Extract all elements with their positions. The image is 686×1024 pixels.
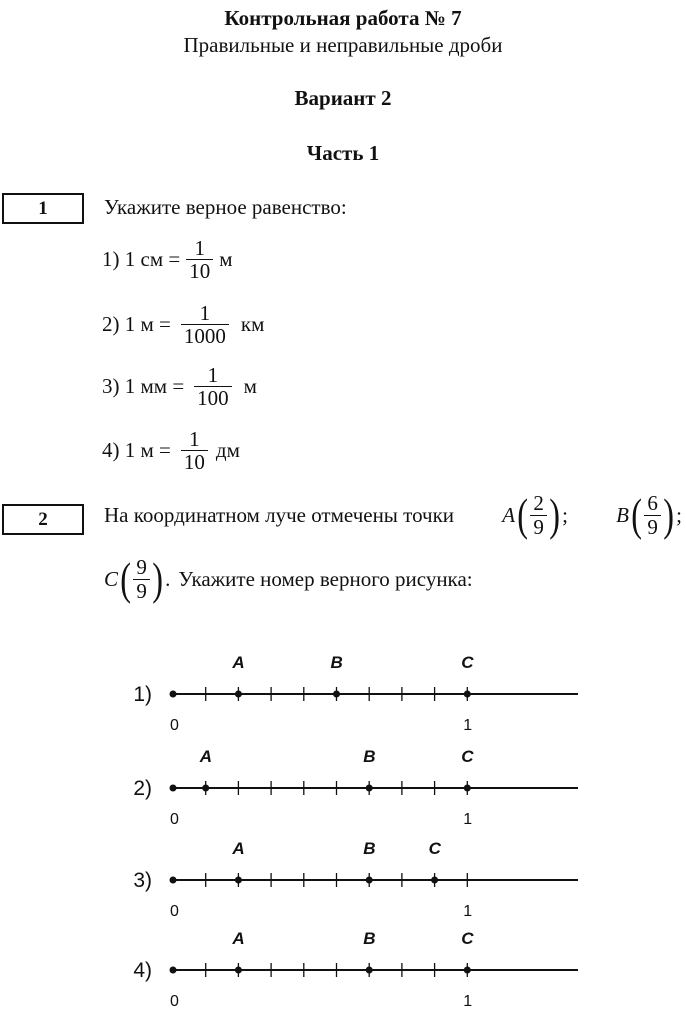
numerator: 2 <box>533 491 544 516</box>
numerator: 6 <box>647 491 658 516</box>
denominator: 9 <box>644 515 661 538</box>
origin-point <box>170 785 177 792</box>
origin-point <box>170 691 177 698</box>
zero-label: 0 <box>170 993 179 1010</box>
point-c-marker <box>464 691 471 698</box>
point-a-marker <box>235 967 242 974</box>
point-c-marker <box>464 967 471 974</box>
origin-point <box>170 877 177 884</box>
option-label: 2) 1 м = <box>102 312 171 337</box>
point-a-label: A <box>232 653 245 672</box>
option-label: 3) 1 мм = <box>102 374 185 399</box>
page-title: Контрольная работа № 7 <box>224 6 462 30</box>
point-b-label: B <box>363 839 376 858</box>
point-b-marker <box>366 877 373 884</box>
ray-number-label: 3) <box>133 869 152 892</box>
point-c-marker <box>431 877 438 884</box>
ray-number-label: 1) <box>133 683 152 706</box>
point-a-marker <box>235 877 242 884</box>
one-label: 1 <box>463 903 473 920</box>
denominator: 1000 <box>181 324 229 347</box>
variant-heading: Вариант 2 <box>294 86 392 110</box>
point-a-label: A <box>199 747 212 766</box>
point-name: C <box>104 566 119 591</box>
numerator: 9 <box>136 555 147 580</box>
one-label: 1 <box>463 811 473 828</box>
task-2-number-box: 2 <box>2 504 84 535</box>
point-name: A <box>502 502 516 527</box>
ray-number-label: 4) <box>133 959 152 982</box>
point-b-label: B <box>363 929 376 948</box>
point-name: B <box>616 502 629 527</box>
ray-3[interactable] <box>133 839 578 920</box>
separator: . <box>165 566 171 591</box>
option-label: 4) 1 м = <box>102 438 171 463</box>
denominator: 9 <box>530 515 547 538</box>
task-2-text-end: Укажите номер верного рисунка: <box>178 566 473 591</box>
numerator: 1 <box>194 236 205 260</box>
point-b-marker <box>333 691 340 698</box>
task-1-number-box: 1 <box>2 193 84 224</box>
zero-label: 0 <box>170 903 179 920</box>
point-c-label: C <box>461 653 474 672</box>
point-a-marker <box>235 691 242 698</box>
ray-1[interactable] <box>133 653 578 734</box>
point-c-label: C <box>461 747 474 766</box>
point-a-coordinate: A ( $\frac{2}{9}$ ) ; <box>502 489 569 540</box>
point-b-label: B <box>330 653 343 672</box>
task-1-question: Укажите верное равенство: <box>104 195 347 219</box>
option-unit: км <box>240 312 265 337</box>
point-c-label: C <box>428 839 441 858</box>
point-a-marker <box>202 785 209 792</box>
point-a-label: A <box>232 839 245 858</box>
denominator: 100 <box>194 386 232 409</box>
denominator: 10 <box>181 450 208 473</box>
point-b-marker <box>366 785 373 792</box>
denominator: 9 <box>133 579 150 602</box>
zero-label: 0 <box>170 811 179 828</box>
point-b-marker <box>366 967 373 974</box>
one-label: 1 <box>463 993 473 1010</box>
zero-label: 0 <box>170 717 179 734</box>
point-a-label: A <box>232 929 245 948</box>
point-c-coordinate: C ( $\frac{9}{9}$ ) . <box>104 553 171 604</box>
option-unit: м <box>219 247 233 272</box>
origin-point <box>170 967 177 974</box>
ray-4[interactable] <box>133 929 578 1010</box>
task-2-text-start: На координатном луче отмечены точки <box>104 502 455 527</box>
numerator: 1 <box>189 427 200 451</box>
numerator: 1 <box>199 301 211 325</box>
point-c-label: C <box>461 929 474 948</box>
separator: ; <box>676 502 682 527</box>
ray-number-label: 2) <box>133 777 152 800</box>
separator: ; <box>562 502 569 527</box>
option-label: 1) 1 см = <box>102 247 181 272</box>
denominator: 10 <box>186 259 213 282</box>
numerator: 1 <box>207 363 219 387</box>
option-unit: м <box>243 374 257 399</box>
point-b-coordinate: B ( $\frac{6}{9}$ ) ; <box>616 489 682 540</box>
point-b-label: B <box>363 747 376 766</box>
one-label: 1 <box>463 717 473 734</box>
page-subtitle: Правильные и неправильные дроби <box>183 33 503 57</box>
part-heading: Часть 1 <box>306 141 380 165</box>
point-c-marker <box>464 785 471 792</box>
option-unit: дм <box>215 438 240 463</box>
ray-2[interactable] <box>133 747 578 828</box>
